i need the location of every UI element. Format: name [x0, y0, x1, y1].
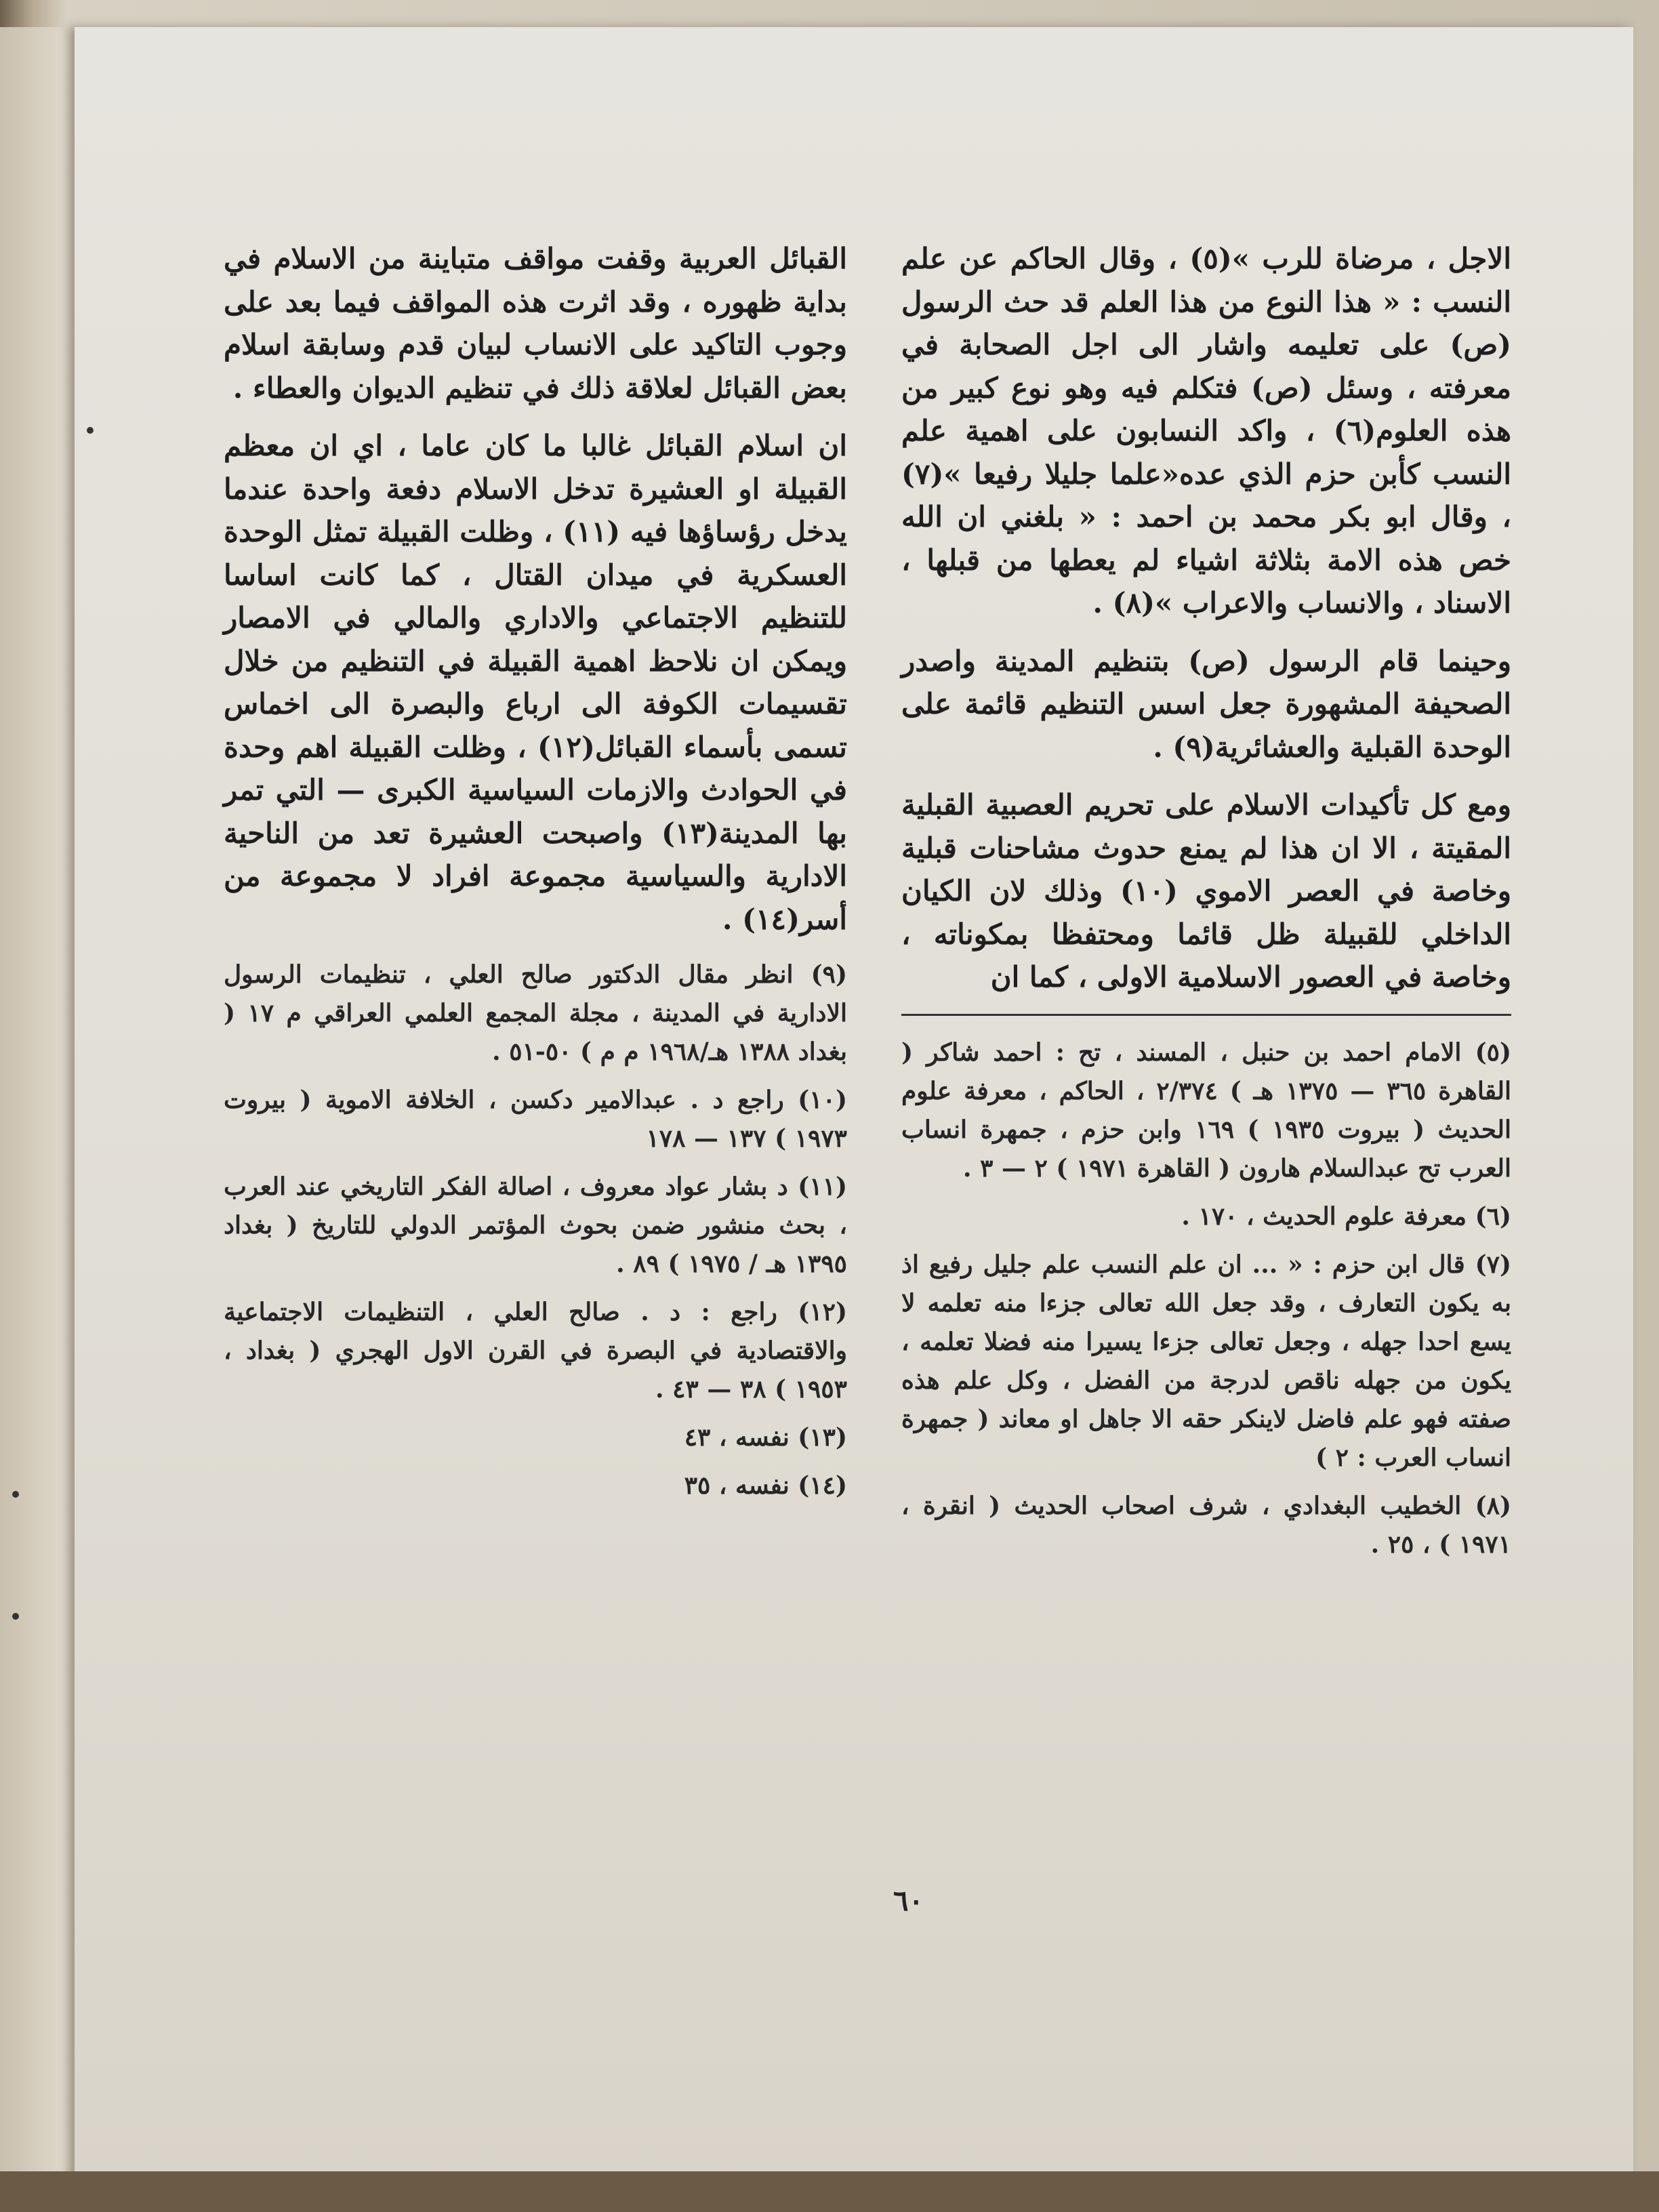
left-footnotes — [224, 956, 847, 1505]
margin-mark — [12, 1613, 19, 1620]
paragraph: ان اسلام القبائل غالبا ما كان عاما ، اي ان معظم القبيلة او العشيرة تدخل الاسلام دفعة واحدة عندما يدخل رؤساؤها فيه (١١) ، وظلت القبيلة تمثل الوحدة العسكرية في ميدان القتال ، كما كانت اساسا للتنظيم الاجتماعي والاداري والمالي في الامصار ويمكن ان نلاحظ اهمية القبيلة في التنظيم من خلال تقسيمات الكوفة الى ارباع والبصرة الى اخماس تسمى بأسماء القبائل(١٢) ، وظلت القبيلة اهم وحدة في الحوادث والازمات السياسية الكبرى — التي تمر بها المدينة(١٣) واصبحت العشيرة تعد من الناحية الادارية والسياسية مجموعة افراد لا مجموعة من أسر(١٤) . — [224, 429, 847, 936]
footnote-separator — [901, 1014, 1511, 1016]
margin-mark — [12, 1491, 19, 1498]
footnote: (٩) انظر مقال الدكتور صالح العلي ، تنظيمات الرسول الادارية في المدينة ، مجلة المجمع العلمي العراقي م ١٧ ( بغداد ١٣٨٨ هـ/١٩٦٨ م م ) ٥٠-٥١ . — [224, 960, 847, 1066]
footnote: (١٠) راجع د . عبدالامير دكسن ، الخلافة الاموية ( بيروت ١٩٧٣ ) ١٣٧ — ١٧٨ — [224, 1086, 847, 1153]
table-surface — [0, 2171, 1659, 2212]
footnote: (٦) معرفة علوم الحديث ، ١٧٠ . — [1181, 1202, 1511, 1231]
paragraph: الاجل ، مرضاة للرب »(٥) ، وقال الحاكم عن علم النسب : « هذا النوع من هذا العلم قد حث الرسول (ص) على تعليمه واشار الى اجل الصحابة في معرفته ، وسئل (ص) فتكلم فيه وهو نوع كبير من هذه العلوم(٦) ، واكد النسابون على اهمية علم النسب كأبن حزم الذي عده«علما جليلا رفيعا »(٧) ، وقال ابو بكر محمد بن احمد : « بلغني ان الله خص هذه الامة بثلاثة اشياء لم يعطها من قبلها ، الاسناد ، والانساب والاعراب »(٨) . — [901, 242, 1512, 619]
margin-mark — [87, 427, 94, 434]
footnote: (١١) د بشار عواد معروف ، اصالة الفكر التاريخي عند العرب ، بحث منشور ضمن بحوث المؤتمر الدولي للتاريخ ( بغداد ١٣٩٥ هـ / ١٩٧٥ ) ٨٩ . — [224, 1172, 847, 1278]
page-number: ٦٠ — [893, 1884, 924, 1917]
footnote: (١٤) نفسه ، ٣٥ — [684, 1471, 847, 1500]
footnote: (٥) الامام احمد بن حنبل ، المسند ، تح : احمد شاكر ( القاهرة ٣٦٥ — ١٣٧٥ هـ ) ٢/٣٧٤ ، الحاكم ، معرفة علوم الحديث ( بيروت ١٩٣٥ ) ١٦٩ وابن حزم ، جمهرة انساب العرب تح عبدالسلام هارون ( القاهرة ١٩٧١ ) ٢ — ٣ . — [901, 1038, 1511, 1183]
right-column — [901, 237, 1511, 1574]
paragraph: القبائل العربية وقفت مواقف متباينة من الاسلام في بداية ظهوره ، وقد اثرت هذه المواقف فيما بعد على وجوب التاكيد على الانساب لبيان قدم وسابقة اسلام بعض القبائل لعلاقة ذلك في تنظيم الديوان والعطاء . — [224, 242, 847, 405]
right-body-text — [901, 237, 1511, 999]
paragraph: ومع كل تأكيدات الاسلام على تحريم العصبية القبلية المقيتة ، الا ان هذا لم يمنع حدوث مشاحنات قبلية وخاصة في العصر الاموي (١٠) وذلك لان الكيان الداخلي للقبيلة ظل قائما ومحتفظا بمكوناته ، وخاصة في العصور الاسلامية الاولى ، كما ان — [901, 788, 1511, 994]
footnote: (١٢) راجع : د . صالح العلي ، التنظيمات الاجتماعية والاقتصادية في البصرة في القرن الاول الهجري ( بغداد ، ١٩٥٣ ) ٣٨ — ٤٣ . — [224, 1298, 847, 1404]
paragraph: وحينما قام الرسول (ص) بتنظيم المدينة واصدر الصحيفة المشهورة جعل اسس التنظيم قائمة على الوحدة القبلية والعشائرية(٩) . — [901, 644, 1511, 764]
footnote: (٧) قال ابن حزم : « ... ان علم النسب علم جليل رفيع اذ به يكون التعارف ، وقد جعل الله تعالى جزءا منه تعلمه لا يسع احدا جهله ، وجعل تعالى جزءا يسيرا منه فضلا تعلمه ، يكون من جهله ناقص لدرجة من الفضل ، وكل علم هذه صفته فهو علم فاضل لاينكر حقه الا جاهل او معاند ( جمهرة انساب العرب : ٢ ) — [901, 1250, 1511, 1472]
footnote: (٨) الخطيب البغدادي ، شرف اصحاب الحديث ( انقرة ، ١٩٧١ ) ، ٢٥ . — [901, 1491, 1511, 1559]
left-body-text — [224, 237, 847, 941]
left-column — [224, 237, 847, 1515]
footnote: (١٣) نفسه ، ٤٣ — [684, 1423, 847, 1452]
right-footnotes — [901, 1033, 1511, 1564]
